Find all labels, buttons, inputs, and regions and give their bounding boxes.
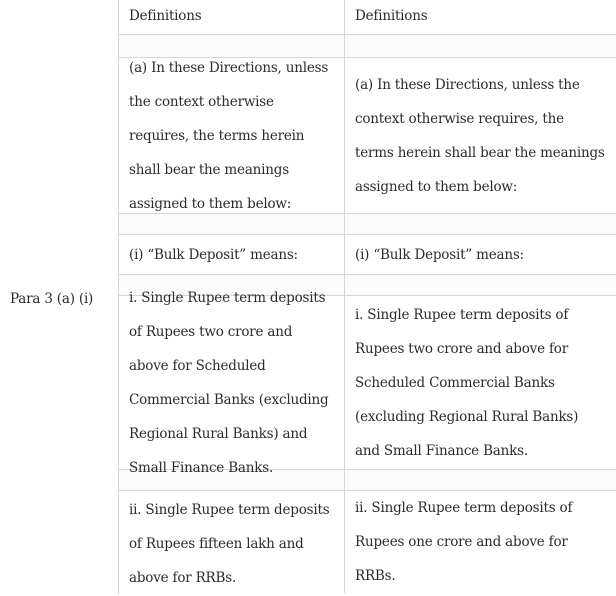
cell-original-bulk — [118, 235, 344, 274]
cell-original-a — [118, 58, 344, 213]
para-reference-label: Para 3 (a) (i) — [10, 291, 94, 307]
cell-revised-i — [344, 296, 616, 469]
cell-revised-a — [344, 58, 616, 213]
header-col1: Definitions — [118, 0, 344, 34]
cell-text: (i) “Bulk Deposit” means: — [355, 246, 524, 263]
blank-cell — [344, 35, 616, 57]
cell-text: i. Single Rupee term deposits of Rupees two crore and above for Scheduled Commercial Banks (excluding Regional Rural Banks) and Small Finance Banks. — [129, 289, 329, 476]
cell-original-ii — [118, 491, 344, 595]
blank-cell — [118, 470, 344, 490]
comparison-table — [118, 0, 616, 596]
cell-text: (a) In these Directions, unless the context otherwise requires, the terms herein shall bear the meanings assigned to them below: — [355, 76, 605, 195]
cell-text: i. Single Rupee term deposits of Rupees two crore and above for Scheduled Commercial Banks (excluding Regional Rural Banks) and Small Finance Banks. — [355, 306, 579, 459]
cell-text: (a) In these Directions, unless the context otherwise requires, the terms herein shall bear the meanings assigned to them below: — [129, 59, 329, 212]
cell-text: ii. Single Rupee term deposits of Rupees fifteen lakh and above for RRBs. — [129, 502, 330, 586]
table-row — [118, 491, 616, 596]
header-col2: Definitions — [344, 0, 616, 34]
blank-cell — [344, 275, 616, 295]
blank-row — [118, 214, 616, 235]
cell-text: ii. Single Rupee term deposits of Rupees one crore and above for RRBs. — [355, 500, 573, 584]
blank-cell — [344, 214, 616, 234]
table-row — [118, 289, 616, 476]
cell-revised-ii — [344, 491, 616, 593]
table-header-row — [118, 0, 616, 35]
blank-cell — [344, 470, 616, 490]
blank-cell — [118, 214, 344, 234]
table-row — [118, 58, 616, 214]
cell-original-i — [118, 289, 344, 476]
blank-row — [118, 470, 616, 491]
table-row — [118, 235, 616, 275]
cell-text: (i) “Bulk Deposit” means: — [129, 246, 298, 263]
cell-revised-bulk — [344, 235, 616, 274]
